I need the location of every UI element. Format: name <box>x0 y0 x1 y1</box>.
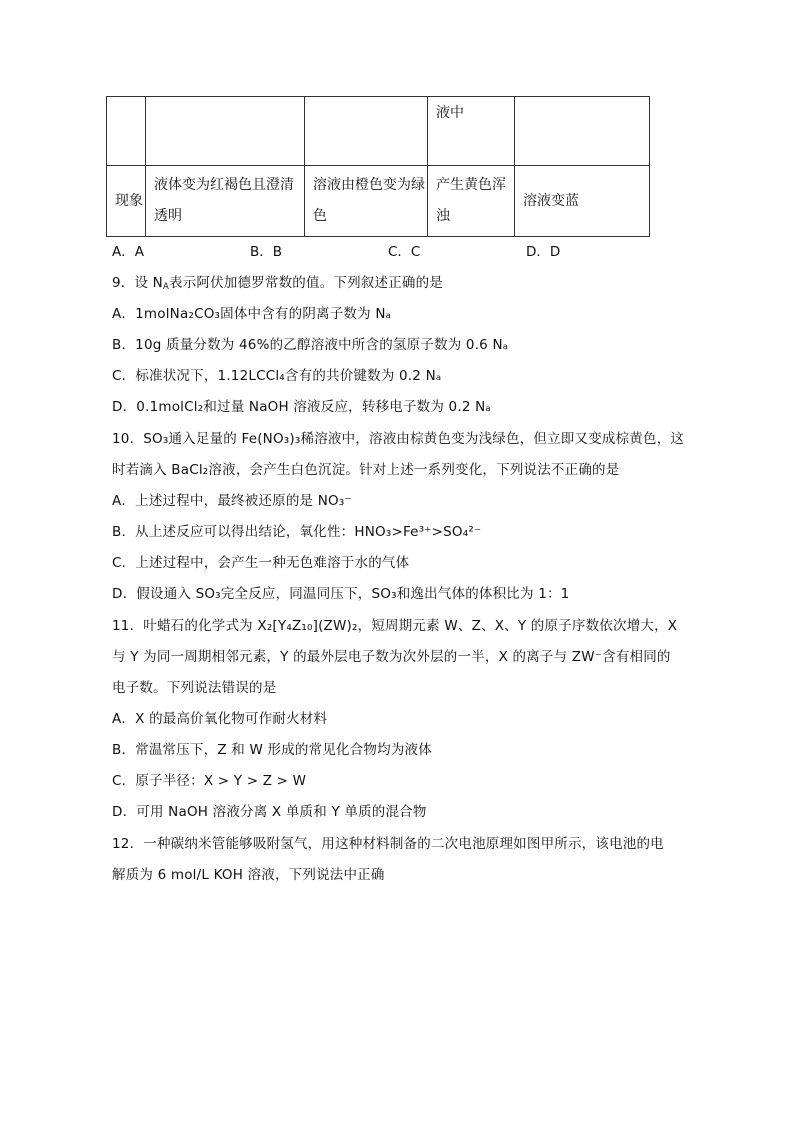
row-label-phenomenon: 现象 <box>107 166 146 237</box>
q9-stem: 9．设 $N_A$表示阿伏加德罗常数的值。下列叙述正确的是 <box>112 275 443 292</box>
q9-option-b[interactable]: B．10g 质量分数为 46%的乙醇溶液中所含的氢原子数为 0.6 Nₐ <box>112 337 509 353</box>
table-cell: 溶液变蓝 <box>515 166 650 237</box>
q11-option-b[interactable]: B．常温常压下，Z 和 W 形成的常见化合物均为液体 <box>112 742 432 758</box>
option-c[interactable]: C．C <box>388 244 421 260</box>
table-cell <box>305 97 428 166</box>
q10-stem-line1: 10．SO₃通入足量的 Fe(NO₃)₃稀溶液中，溶液由棕黄色变为浅绿色，但立即又变成棕黄色，这 <box>112 431 685 447</box>
option-a[interactable]: A．A <box>112 244 144 260</box>
q12-stem-line1: 12．一种碳纳米管能够吸附氢气，用这种材料制备的二次电池原理如图甲所示，该电池的电 <box>112 836 664 852</box>
q11-stem-line1: 11．叶蜡石的化学式为 X₂[Y₄Z₁₀](ZW)₂，短周期元素 W、Z、X、Y 的原子序数依次增大，X <box>112 618 678 634</box>
table-cell: 液中 <box>428 97 515 166</box>
q10-stem-line2: 时若滴入 BaCl₂溶液，会产生白色沉淀。针对上述一系列变化，下列说法不正确的是 <box>112 462 620 478</box>
table-cell: 液体变为红褐色且澄清透明 <box>146 166 305 237</box>
table-row <box>107 97 650 166</box>
q10-option-b[interactable]: B．从上述反应可以得出结论，氧化性：HNO₃>Fe³⁺>SO₄²⁻ <box>112 524 482 540</box>
q10-option-d[interactable]: D．假设通入 SO₃完全反应，同温同压下，SO₃和逸出气体的体积比为 1：1 <box>112 586 570 602</box>
q9-option-d[interactable]: D．0.1molCl₂和过量 NaOH 溶液反应，转移电子数为 0.2 Nₐ <box>112 399 491 415</box>
table-cell: 溶液由橙色变为绿色 <box>305 166 428 237</box>
q11-stem-line3: 电子数。下列说法错误的是 <box>112 680 277 696</box>
q11-stem-line2: 与 Y 为同一周期相邻元素，Y 的最外层电子数为次外层的一半，X 的离子与 ZW⁻含有相同的 <box>112 649 671 665</box>
option-b[interactable]: B．B <box>250 244 283 260</box>
q10-option-a[interactable]: A．上述过程中，最终被还原的是 NO₃⁻ <box>112 493 352 509</box>
q11-option-c[interactable]: C．原子半径：X > Y > Z > W <box>112 773 307 789</box>
experiment-table <box>106 96 650 237</box>
table-cell <box>146 97 305 166</box>
option-d[interactable]: D．D <box>526 244 561 260</box>
q12-stem-line2: 解质为 6 mol/L KOH 溶液，下列说法中正确 <box>112 867 385 883</box>
q9-option-a[interactable]: A．1molNa₂CO₃固体中含有的阴离子数为 Nₐ <box>112 306 392 322</box>
table-cell <box>515 97 650 166</box>
q11-option-d[interactable]: D．可用 NaOH 溶液分离 X 单质和 Y 单质的混合物 <box>112 804 427 820</box>
table-cell <box>107 97 146 166</box>
table-cell: 产生黄色浑浊 <box>428 166 515 237</box>
table-row <box>107 166 650 237</box>
q11-option-a[interactable]: A．X 的最高价氧化物可作耐火材料 <box>112 711 328 727</box>
q9-option-c[interactable]: C．标准状况下，1.12LCCl₄含有的共价键数为 0.2 Nₐ <box>112 368 442 384</box>
q10-option-c[interactable]: C．上述过程中，会产生一种无色难溶于水的气体 <box>112 555 410 571</box>
